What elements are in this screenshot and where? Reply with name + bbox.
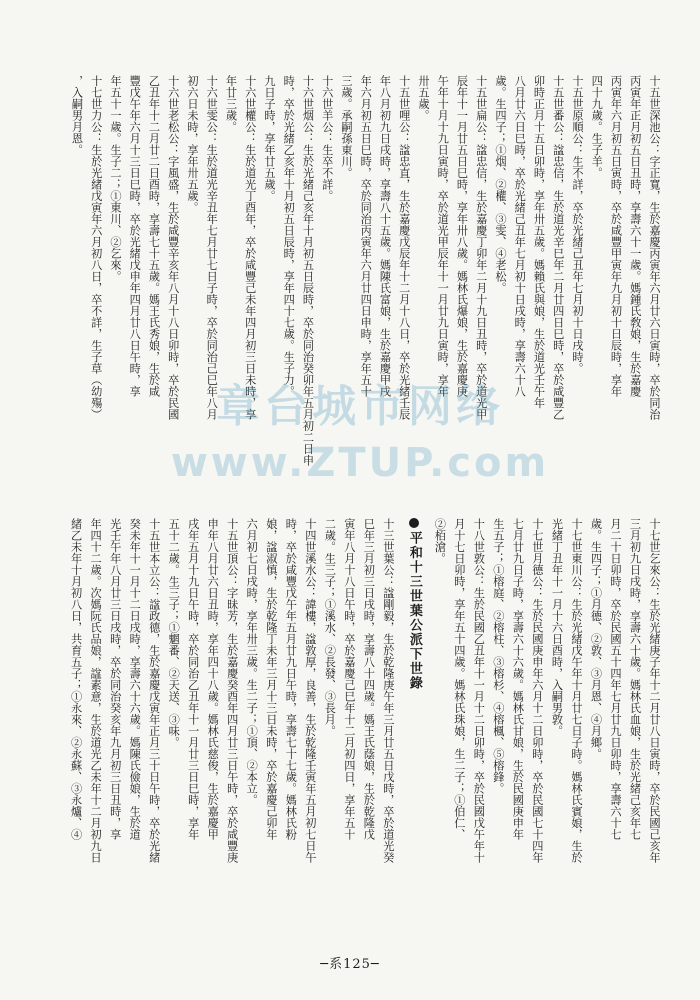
text-column: 四十九歲。生子羊。	[590, 75, 604, 179]
text-column: 十六世烟公：生於光緒己亥年十月初五日辰時，卒於同治癸卯年五月初二日申	[301, 75, 315, 466]
text-column: 十五世扁公：諡忠信，生於嘉慶丁卯年二月十九日丑時，卒於道光甲	[474, 75, 488, 420]
text-column: 卅五歲。	[417, 75, 430, 121]
text-column: 十五世頂公：字昧芳，生於嘉慶癸酉年四月廿三日午時，卒於咸豐庚	[225, 518, 239, 863]
text-column: 十四世溪水公：諱樓，諡敦厚，良善，生於乾隆壬寅年五月初七日午	[303, 518, 317, 863]
text-column: 緒乙未年十月初八日，共育五子；①永來、②永蘇、③永爐、④	[69, 518, 83, 840]
text-column: 申年八月廿六日丑時，享年四十八歲。媽林氏慈俊，生於嘉慶甲	[206, 518, 220, 840]
text-column: 光壬午年八月廿三日戌時，卒於同治癸亥年九月初三日丑時，享	[108, 518, 122, 840]
text-column: 癸未年十一月十二日戌時，享壽六十六歲。媽陳氏儉娘，生於道	[128, 518, 142, 840]
text-column: 時，卒於咸豐戊午年五月廿九日午時，享壽七十七歲。媽林氏粉	[284, 518, 298, 840]
text-column: 十七世東川公：生於光緒戊午年十月廿七日子時。媽林氏賓娘，生於	[569, 518, 583, 863]
text-column: 歲。生四子；①月德、②敦、③月恩、④月鄉。	[589, 518, 603, 760]
text-column: 午年十月十九日寅時，卒於道光甲辰年十一月廿九日寅時，享年	[436, 75, 450, 397]
text-column: 五十二歲。生三子；①魍番、②天送、③味。	[167, 518, 181, 748]
text-column: 十五世番公：諡忠信，生於道光辛巳年二月廿四日巳時，卒於咸豐乙	[551, 75, 565, 420]
text-column: 十七世月德公：生於民國庚申年六月十二日卯時，卒於民國七十四年	[530, 518, 544, 863]
text-column: 光緒丁丑年十一月十六日酉時，入嗣男敦。	[550, 518, 564, 737]
text-column: 初六日未時，享年卅五歲。	[186, 75, 199, 213]
heading-bullet-icon	[409, 518, 419, 528]
text-column: 時，卒於光緒乙亥年十月初五日辰時，享年四十七歲。生子力。	[282, 75, 296, 397]
text-column: 六月初七日戌時，享年卅三歲。生二子；①頂、②本立。	[245, 518, 259, 806]
text-column: 娘，諡淑慎，生於乾隆丁未年三月十三日未時，卒於嘉慶己卯年	[264, 518, 278, 840]
text-column: 十八世敦公：生於民國乙丑年十一月十二日卯時，卒於民國戊午年十	[472, 518, 486, 863]
text-column: 年六月初五日巳時，卒於同治丙寅年六月廿四日申時，享年五十	[359, 75, 373, 397]
text-column: 年四十二歲。次媽阮氏品娘，諡素意，生於道光乙未年十二月初九日	[89, 518, 103, 863]
heading-text: 平和十三世葉公派下世錄	[406, 531, 422, 691]
text-column: 丙寅年正月初五日丑時，享壽六十一歲。媽鍾氏敎娘，生於嘉慶	[628, 75, 642, 397]
text-column: 戌年五月十九日午時，卒於同治乙丑年十一月廿三日巳時，享年	[186, 518, 200, 840]
text-column: 生五子；①榕庭、②榕柱、③榕杉、④榕楓、⑤榕鋒。	[491, 518, 505, 794]
text-column: 三歲。承嗣孫東川。	[340, 75, 353, 179]
upper-text-block	[55, 75, 663, 470]
text-column: 三月初九日戌時，享壽六十歲。媽林氏血娘，生於光緒己亥年七	[628, 518, 642, 840]
text-column: 十七世力公：生於光緒戊寅年六月初八日，卒不詳，生子草（幼殤）	[89, 75, 103, 420]
text-column: 巳年三月初三日戌時，享壽八十四歲。媽王氏蔭娘，生於乾隆戊	[362, 518, 376, 840]
text-column: 丙寅年六月初五日寅時，卒於咸豐甲寅年九月初十日辰時，享年	[609, 75, 623, 397]
text-column: 八月廿六日巳時，卒於光緒己丑年七月初十日戌時，享壽六十八	[513, 75, 527, 397]
text-column: 十六世老松公：字風盛，生於咸豐辛亥年八月十八日卯時，卒於民國	[166, 75, 180, 420]
watermark-text: 章台城市网络	[216, 381, 504, 432]
text-column: 十六世羊公：生卒不詳。	[320, 75, 334, 202]
text-column: 年五十一歲。生子二；①東川、②乞來。	[109, 75, 122, 282]
text-column: 歲。生四子；①烟、②權、③雯、④老松。	[494, 75, 507, 294]
text-column: 十七世乞來公：生於光緒庚子年十二月廿八日寅時，卒於民國己亥年	[648, 518, 661, 863]
text-column: 月十七日卯時，享年五十四歲。媽林氏珠娘，生二子；①伯仁、	[452, 518, 466, 840]
text-column: 十六世雯公：生於道光辛丑年七月廿七日子時，卒於同治己巳年八月	[205, 75, 219, 420]
text-column: 豐戊午年六月十三日巳時，卒於光緒戊申年四月廿八日午時，享	[128, 75, 142, 397]
text-column: 十五世原順公：生不詳，卒於光緒己丑年七月初十日戌時。	[571, 75, 584, 374]
text-column: 乙丑年十二月廿二日酉時，享壽七十五歲。媽王氏秀娘，生於咸	[147, 75, 161, 397]
text-column: 辰年十一月廿五日巳時，享年卅八歲。媽林氏爆娘，生於嘉慶庚	[455, 75, 469, 397]
text-column: 十六世權公：生於道光丁酉年，卒於咸豐己未年四月初三日未時，享	[243, 75, 257, 420]
watermark-url: www.ZTUP.com	[170, 440, 550, 486]
section-heading	[399, 518, 429, 938]
text-column: ，入嗣男月恩。	[70, 75, 84, 156]
text-column: 月二十日卯時，卒於民國五十四年七月廿九日卯時，享壽六十七	[608, 518, 622, 840]
page-number: ─系125─	[320, 957, 380, 972]
text-column: 十三世葉公：諡剛毅，生於乾隆庚午年三月廿五日戊時，卒於道光癸	[381, 518, 395, 863]
text-column: 九日子時，享年廿五歲。	[263, 75, 276, 202]
text-column: 七月廿九日子時，享壽六十六歲。媽林氏甘娘，生於民國庚申年	[511, 518, 525, 840]
text-column: 卯時正月十五日卯時，享年卅五歲。媽賴氏與娘，生於道光壬午年	[532, 75, 546, 409]
text-column: 十五世本立公：諡政德，生於嘉慶戊寅年正月三十日午時，卒於光緒	[147, 518, 161, 863]
lower-text-block	[55, 518, 663, 938]
text-column: 寅年八月十八日午時，卒於嘉慶己巳年十二月初四日，享年五十	[342, 518, 356, 840]
text-column: 年廿三歲。	[224, 75, 238, 133]
text-column: 二歲。生三子；①溪水、②長發、③長月。	[323, 518, 337, 737]
text-column: 十五世深池公：字正寬，生於嘉慶丙寅年六月廿六日寅時，卒於同治	[648, 75, 661, 420]
text-column: 年八月初九日戌時，享壽八十五歲。媽陳氏富娘，生於嘉慶甲戌	[378, 75, 392, 397]
text-column: ②栢滄。	[433, 518, 447, 564]
text-column: 十五世哩公：諡忠直，生於嘉慶戊辰年十二月十八日，卒於光緒壬辰	[397, 75, 411, 420]
